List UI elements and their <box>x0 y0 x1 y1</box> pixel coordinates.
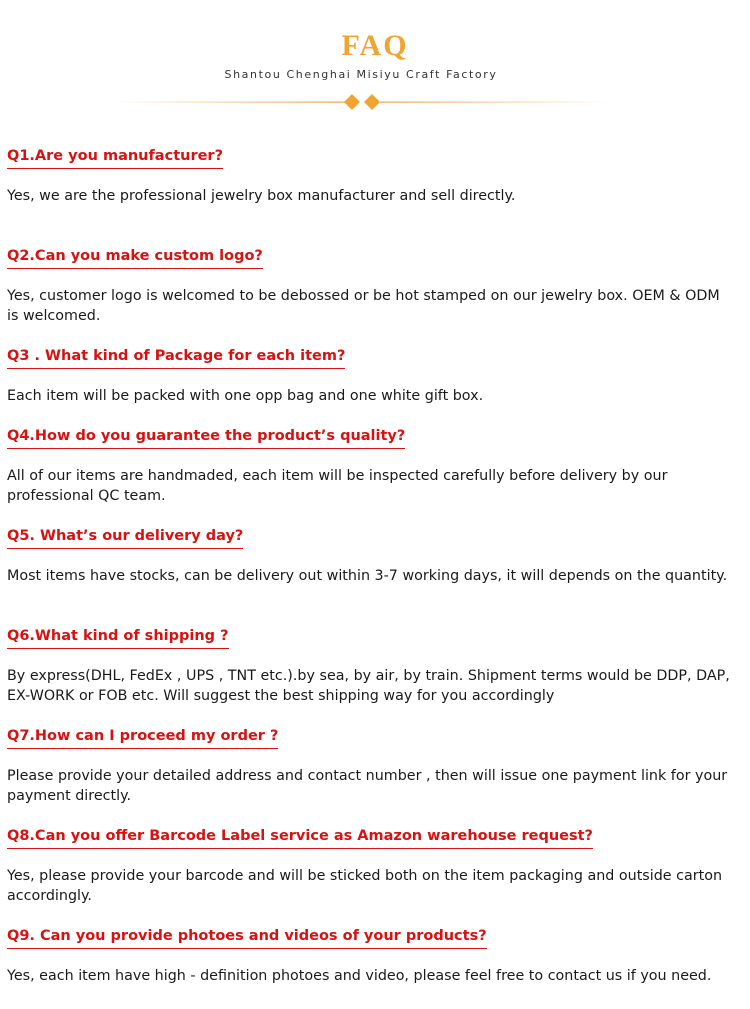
answer-text: Yes, customer logo is welcomed to be debossed or be hot stamped on our jewelry box. OEM & ODM is welcomed. <box>7 288 720 324</box>
answer-text: By express(DHL, FedEx , UPS , TNT etc.).by sea, by air, by train. Shipment terms would be DDP, DAP, EX-WORK or FOB etc. Will suggest the best shipping way for you accordingly <box>7 668 730 704</box>
faq-list <box>7 144 735 1004</box>
answer-text: Yes, we are the professional jewelry box manufacturer and sell directly. <box>7 188 516 204</box>
diamond-icon <box>364 94 380 110</box>
answer-text: Yes, each item have high - definition photoes and video, please feel free to contact us if you need. <box>7 968 712 984</box>
faq-item <box>7 924 735 1004</box>
faq-item <box>7 144 735 244</box>
answer-text: All of our items are handmaded, each item will be inspected carefully before delivery by our professional QC team. <box>7 468 668 504</box>
question-heading: Q8.Can you offer Barcode Label service as Amazon warehouse request? <box>7 824 593 849</box>
question-heading: Q9. Can you provide photoes and videos of your products? <box>7 924 487 949</box>
faq-item <box>7 524 735 624</box>
page-title: FAQ <box>341 29 409 62</box>
question-heading: Q1.Are you manufacturer? <box>7 144 223 169</box>
answer-text: Please provide your detailed address and contact number , then will issue one payment link for your payment directly. <box>7 768 728 804</box>
question-heading: Q5. What’s our delivery day? <box>7 524 243 549</box>
faq-item <box>7 824 735 924</box>
question-heading: Q6.What kind of shipping ? <box>7 624 229 649</box>
answer-text: Each item will be packed with one opp bag and one white gift box. <box>7 388 484 404</box>
answer-text: Most items have stocks, can be delivery out within 3-7 working days, it will depends on the quantity. <box>7 568 728 584</box>
faq-item <box>7 424 735 524</box>
faq-header <box>0 0 750 120</box>
question-heading: Q7.How can I proceed my order ? <box>7 724 278 749</box>
faq-item <box>7 344 735 424</box>
company-name: Shantou Chenghai Misiyu Craft Factory <box>224 68 498 81</box>
question-heading: Q4.How do you guarantee the product’s quality? <box>7 424 405 449</box>
diamond-icon <box>344 94 360 110</box>
faq-item <box>7 724 735 824</box>
ornament-divider <box>115 93 610 111</box>
question-heading: Q3 . What kind of Package for each item? <box>7 344 345 369</box>
faq-item <box>7 244 735 344</box>
question-heading: Q2.Can you make custom logo? <box>7 244 263 269</box>
answer-text: Yes, please provide your barcode and will be sticked both on the item packaging and outside carton accordingly. <box>7 868 723 904</box>
faq-item <box>7 624 735 724</box>
